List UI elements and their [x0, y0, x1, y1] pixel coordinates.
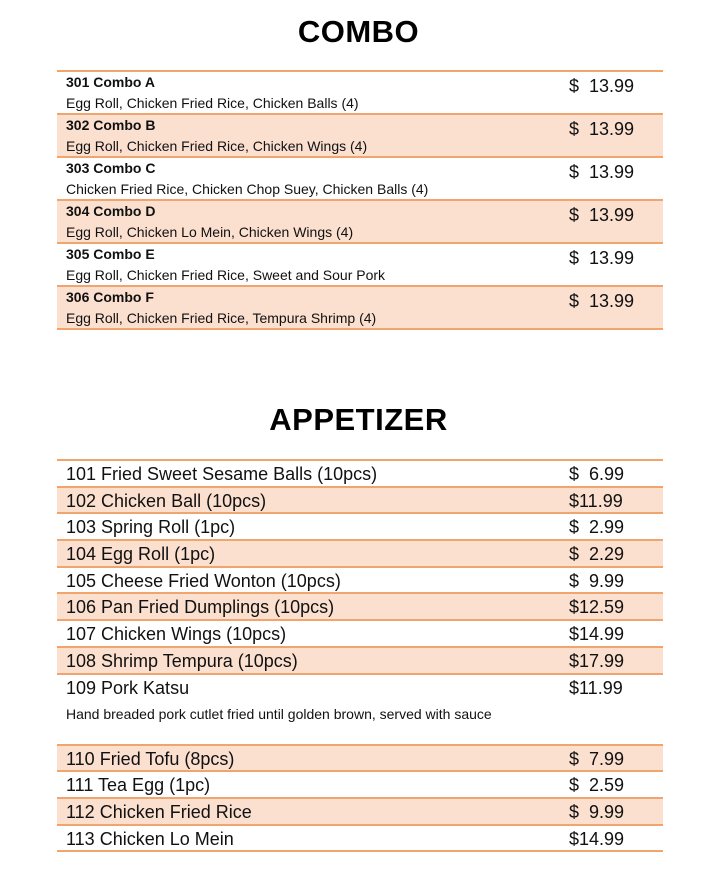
- menu-item-name: 301 Combo A: [66, 74, 155, 90]
- menu-item-row: [57, 158, 663, 201]
- menu-item-row: [57, 115, 663, 158]
- menu-item-price: $12.59: [569, 597, 625, 618]
- menu-item-name: 102 Chicken Ball (10pcs): [66, 490, 267, 511]
- menu-item-price: $ 2.99: [569, 517, 625, 538]
- menu-item-price: $ 7.99: [569, 748, 625, 769]
- menu-item-description: Egg Roll, Chicken Fried Rice, Chicken Wings (4): [66, 138, 368, 154]
- menu-item-price: $14.99: [569, 624, 625, 645]
- menu-item-row: [57, 244, 663, 287]
- menu-item-price: $ 2.59: [569, 775, 625, 796]
- menu-item-price: $ 2.29: [569, 544, 625, 565]
- menu-item-name: 306 Combo F: [66, 289, 154, 305]
- menu-item-name: 112 Chicken Fried Rice: [66, 801, 252, 822]
- menu-item-name: 111 Tea Egg (1pc): [66, 775, 211, 796]
- menu-item-name: 105 Cheese Fried Wonton (10pcs): [66, 570, 341, 591]
- menu-item-name: 101 Fried Sweet Sesame Balls (10pcs): [66, 464, 378, 484]
- menu-item-name: 109 Pork Katsu: [66, 677, 190, 698]
- menu-item-row: [57, 488, 663, 515]
- menu-item-name: 103 Spring Roll (1pc): [66, 517, 236, 538]
- menu-item-row: [57, 568, 663, 595]
- menu-item-row: [57, 201, 663, 244]
- appetizer-heading: APPETIZER: [269, 402, 448, 437]
- menu-item-name: 303 Combo C: [66, 160, 156, 176]
- menu-item-row: [57, 72, 663, 115]
- menu-item-row: [57, 826, 663, 853]
- menu-item-row: [57, 799, 663, 826]
- menu-item-price: $ 6.99: [569, 464, 625, 484]
- menu-item-row: [57, 772, 663, 799]
- menu-item-name: 107 Chicken Wings (10pcs): [66, 624, 287, 645]
- menu-item-price: $ 13.99: [569, 76, 635, 96]
- menu-item-row: [57, 461, 663, 488]
- menu-item-name: 106 Pan Fried Dumplings (10pcs): [66, 597, 335, 618]
- menu-item-row: [57, 648, 663, 675]
- menu-item-name: 108 Shrimp Tempura (10pcs): [66, 650, 298, 671]
- menu-item-price: $ 13.99: [569, 162, 635, 182]
- menu-item-row: [57, 514, 663, 541]
- menu-item-description: Hand breaded pork cutlet fried until golden brown, served with sauce: [66, 705, 492, 722]
- menu-item-row: [57, 541, 663, 568]
- menu-item-row: [57, 675, 663, 746]
- combo-menu-table: [57, 70, 663, 330]
- menu-item-name: 304 Combo D: [66, 203, 156, 219]
- menu-item-description: Egg Roll, Chicken Fried Rice, Tempura Shrimp (4): [66, 310, 377, 326]
- menu-item-description: Egg Roll, Chicken Fried Rice, Sweet and Sour Pork: [66, 267, 386, 283]
- menu-item-price: $ 13.99: [569, 291, 635, 311]
- menu-item-price: $ 9.99: [569, 801, 625, 822]
- combo-heading: COMBO: [297, 14, 420, 49]
- menu-item-description: Egg Roll, Chicken Fried Rice, Chicken Balls (4): [66, 95, 359, 111]
- menu-item-name: 302 Combo B: [66, 117, 156, 133]
- menu-item-price: $ 13.99: [569, 119, 635, 139]
- menu-item-row: [57, 594, 663, 621]
- menu-item-price: $11.99: [569, 490, 623, 511]
- appetizer-menu-table: [57, 459, 663, 852]
- menu-item-price: $ 13.99: [569, 248, 635, 268]
- menu-item-price: $14.99: [569, 828, 625, 849]
- menu-item-price: $17.99: [569, 650, 625, 671]
- menu-item-description: Chicken Fried Rice, Chicken Chop Suey, Chicken Balls (4): [66, 181, 429, 197]
- menu-item-name: 110 Fried Tofu (8pcs): [66, 748, 235, 769]
- menu-item-name: 305 Combo E: [66, 246, 155, 262]
- menu-item-row: [57, 746, 663, 773]
- menu-item-description: Egg Roll, Chicken Lo Mein, Chicken Wings (4): [66, 224, 354, 240]
- menu-item-row: [57, 621, 663, 648]
- menu-item-price: $ 9.99: [569, 570, 625, 591]
- menu-item-row: [57, 287, 663, 330]
- menu-item-price: $ 13.99: [569, 205, 635, 225]
- menu-item-name: 113 Chicken Lo Mein: [66, 828, 234, 849]
- menu-item-name: 104 Egg Roll (1pc): [66, 544, 216, 565]
- menu-item-price: $11.99: [569, 677, 623, 698]
